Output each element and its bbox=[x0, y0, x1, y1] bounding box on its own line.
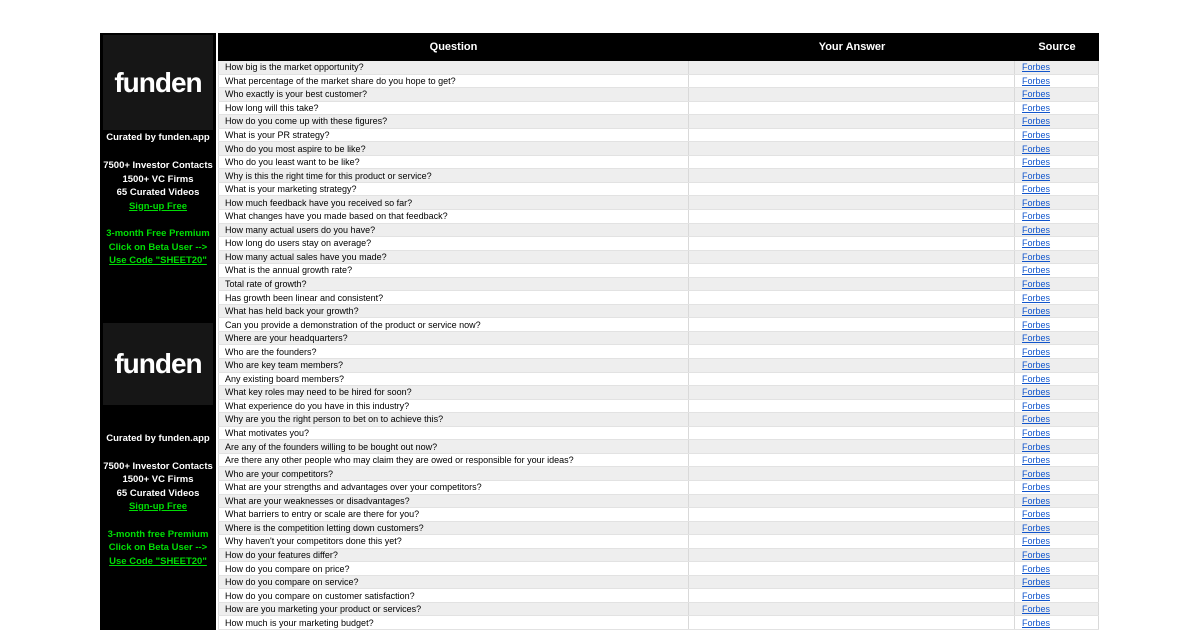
table-row bbox=[218, 413, 1099, 427]
source-link[interactable]: Forbes bbox=[1022, 617, 1051, 628]
question-cell: What barriers to entry or scale are there for you? bbox=[218, 508, 689, 521]
source-cell bbox=[1015, 332, 1099, 345]
source-link[interactable]: Forbes bbox=[1022, 387, 1051, 398]
source-cell bbox=[1015, 549, 1099, 562]
source-link[interactable]: Forbes bbox=[1022, 157, 1051, 168]
question-table bbox=[218, 33, 1099, 630]
question-cell: Who are your competitors? bbox=[218, 467, 689, 480]
source-link[interactable]: Forbes bbox=[1022, 89, 1051, 100]
vc-firms-stat: 1500+ VC Firms bbox=[122, 173, 194, 185]
source-cell bbox=[1015, 61, 1099, 74]
source-cell bbox=[1015, 454, 1099, 467]
source-cell bbox=[1015, 305, 1099, 318]
source-link[interactable]: Forbes bbox=[1022, 238, 1051, 249]
source-cell bbox=[1015, 576, 1099, 589]
table-row bbox=[218, 427, 1099, 441]
answer-cell[interactable] bbox=[689, 278, 1015, 291]
table-row bbox=[218, 142, 1099, 156]
question-cell: What percentage of the market share do you hope to get? bbox=[218, 75, 689, 88]
table-row bbox=[218, 251, 1099, 265]
funden-logo-box bbox=[103, 323, 213, 405]
table-row bbox=[218, 535, 1099, 549]
answer-cell[interactable] bbox=[689, 196, 1015, 209]
source-link[interactable]: Forbes bbox=[1022, 536, 1051, 547]
table-row bbox=[218, 278, 1099, 292]
answer-cell[interactable] bbox=[689, 332, 1015, 345]
question-cell: How are you marketing your product or services? bbox=[218, 603, 689, 616]
table-row bbox=[218, 115, 1099, 129]
table-row bbox=[218, 508, 1099, 522]
question-cell: How much feedback have you received so far? bbox=[218, 196, 689, 209]
table-row bbox=[218, 224, 1099, 238]
question-cell: How do you compare on service? bbox=[218, 576, 689, 589]
table-row bbox=[218, 616, 1099, 630]
question-cell: Are any of the founders willing to be bought out now? bbox=[218, 440, 689, 453]
answer-cell[interactable] bbox=[689, 264, 1015, 277]
source-link[interactable]: Forbes bbox=[1022, 75, 1051, 86]
source-link[interactable]: Forbes bbox=[1022, 400, 1051, 411]
source-cell bbox=[1015, 224, 1099, 237]
table-row bbox=[218, 589, 1099, 603]
table-row bbox=[218, 562, 1099, 576]
source-cell bbox=[1015, 400, 1099, 413]
question-cell: What experience do you have in this industry? bbox=[218, 400, 689, 413]
table-row bbox=[218, 183, 1099, 197]
source-cell bbox=[1015, 237, 1099, 250]
answer-cell[interactable] bbox=[689, 224, 1015, 237]
header-source: Source bbox=[1038, 41, 1076, 53]
table-row bbox=[218, 549, 1099, 563]
source-cell bbox=[1015, 115, 1099, 128]
source-cell bbox=[1015, 589, 1099, 602]
source-cell bbox=[1015, 386, 1099, 399]
source-cell bbox=[1015, 495, 1099, 508]
answer-cell[interactable] bbox=[689, 88, 1015, 101]
beta-user-promo-label: Click on Beta User --> bbox=[108, 542, 208, 553]
source-link[interactable]: Forbes bbox=[1022, 143, 1051, 154]
answer-cell[interactable] bbox=[689, 603, 1015, 616]
table-row bbox=[218, 264, 1099, 278]
answer-cell[interactable] bbox=[689, 102, 1015, 115]
question-cell: Where are your headquarters? bbox=[218, 332, 689, 345]
table-row bbox=[218, 481, 1099, 495]
funden-logo: funden bbox=[114, 348, 202, 379]
signup-free-link[interactable]: Sign-up Free bbox=[128, 200, 188, 212]
source-link[interactable]: Forbes bbox=[1022, 577, 1051, 588]
table-header-row bbox=[218, 33, 1099, 61]
table-row bbox=[218, 386, 1099, 400]
question-cell: What is the annual growth rate? bbox=[218, 264, 689, 277]
source-cell bbox=[1015, 169, 1099, 182]
source-link[interactable]: Forbes bbox=[1022, 62, 1051, 73]
promo-code-link[interactable]: Use Code "SHEET20" bbox=[109, 555, 207, 567]
answer-cell[interactable] bbox=[689, 562, 1015, 575]
source-link[interactable]: Forbes bbox=[1022, 590, 1051, 601]
question-cell: How do your features differ? bbox=[218, 549, 689, 562]
answer-cell[interactable] bbox=[689, 75, 1015, 88]
source-cell bbox=[1015, 345, 1099, 358]
question-cell: How many actual sales have you made? bbox=[218, 251, 689, 264]
question-cell: How do you come up with these figures? bbox=[218, 115, 689, 128]
source-link[interactable]: Forbes bbox=[1022, 414, 1051, 425]
source-cell bbox=[1015, 75, 1099, 88]
question-cell: What has held back your growth? bbox=[218, 305, 689, 318]
answer-cell[interactable] bbox=[689, 61, 1015, 74]
source-link[interactable]: Forbes bbox=[1022, 509, 1051, 520]
source-cell bbox=[1015, 102, 1099, 115]
answer-cell[interactable] bbox=[689, 129, 1015, 142]
source-link[interactable]: Forbes bbox=[1022, 373, 1051, 384]
source-link[interactable]: Forbes bbox=[1022, 102, 1051, 113]
source-link[interactable]: Forbes bbox=[1022, 522, 1051, 533]
question-cell: What are your strengths and advantages over your competitors? bbox=[218, 481, 689, 494]
source-cell bbox=[1015, 264, 1099, 277]
source-link[interactable]: Forbes bbox=[1022, 346, 1051, 357]
premium-promo-label: 3-month free Premium bbox=[107, 528, 209, 540]
source-cell bbox=[1015, 603, 1099, 616]
source-link[interactable]: Forbes bbox=[1022, 292, 1051, 303]
source-link[interactable]: Forbes bbox=[1022, 360, 1051, 371]
table-row bbox=[218, 400, 1099, 414]
answer-cell[interactable] bbox=[689, 427, 1015, 440]
source-cell bbox=[1015, 278, 1099, 291]
question-cell: Who are key team members? bbox=[218, 359, 689, 372]
question-cell: Has growth been linear and consistent? bbox=[218, 291, 689, 304]
question-cell: Why is this the right time for this product or service? bbox=[218, 169, 689, 182]
answer-cell[interactable] bbox=[689, 291, 1015, 304]
answer-cell[interactable] bbox=[689, 115, 1015, 128]
answer-cell[interactable] bbox=[689, 400, 1015, 413]
question-cell: Why haven't your competitors done this yet? bbox=[218, 535, 689, 548]
question-cell: Who do you most aspire to be like? bbox=[218, 142, 689, 155]
table-row bbox=[218, 291, 1099, 305]
table-row bbox=[218, 305, 1099, 319]
source-cell bbox=[1015, 427, 1099, 440]
table-row bbox=[218, 156, 1099, 170]
answer-cell[interactable] bbox=[689, 576, 1015, 589]
question-cell: What is your marketing strategy? bbox=[218, 183, 689, 196]
answer-cell[interactable] bbox=[689, 535, 1015, 548]
source-link[interactable]: Forbes bbox=[1022, 604, 1051, 615]
answer-cell[interactable] bbox=[689, 413, 1015, 426]
question-cell: Are there any other people who may claim they are owed or responsible for your ideas? bbox=[218, 454, 689, 467]
source-link[interactable]: Forbes bbox=[1022, 279, 1051, 290]
source-link[interactable]: Forbes bbox=[1022, 306, 1051, 317]
table-row bbox=[218, 373, 1099, 387]
table-row bbox=[218, 467, 1099, 481]
question-cell: How many actual users do you have? bbox=[218, 224, 689, 237]
beta-user-promo-label: Click on Beta User --> bbox=[108, 241, 208, 253]
source-link[interactable]: Forbes bbox=[1022, 170, 1051, 181]
table-row bbox=[218, 440, 1099, 454]
source-link[interactable]: Forbes bbox=[1022, 428, 1051, 439]
answer-cell[interactable] bbox=[689, 467, 1015, 480]
answer-cell[interactable] bbox=[689, 345, 1015, 358]
question-cell: How long do users stay on average? bbox=[218, 237, 689, 250]
answer-cell[interactable] bbox=[689, 589, 1015, 602]
promo-code-link[interactable]: Use Code "SHEET20" bbox=[109, 255, 207, 266]
question-cell: Total rate of growth? bbox=[218, 278, 689, 291]
source-cell bbox=[1015, 359, 1099, 372]
source-link[interactable]: Forbes bbox=[1022, 184, 1051, 195]
source-cell bbox=[1015, 616, 1099, 629]
answer-cell[interactable] bbox=[689, 210, 1015, 223]
source-link[interactable]: Forbes bbox=[1022, 265, 1051, 276]
answer-cell[interactable] bbox=[689, 305, 1015, 318]
source-cell bbox=[1015, 373, 1099, 386]
question-cell: What is your PR strategy? bbox=[218, 129, 689, 142]
table-body bbox=[218, 61, 1099, 630]
answer-cell[interactable] bbox=[689, 169, 1015, 182]
answer-cell[interactable] bbox=[689, 440, 1015, 453]
premium-promo-label: 3-month Free Premium bbox=[106, 228, 210, 239]
sidebar bbox=[100, 33, 216, 630]
answer-cell[interactable] bbox=[689, 251, 1015, 264]
source-cell bbox=[1015, 535, 1099, 548]
question-cell: Who exactly is your best customer? bbox=[218, 88, 689, 101]
source-cell bbox=[1015, 183, 1099, 196]
source-link[interactable]: Forbes bbox=[1022, 549, 1051, 560]
source-link[interactable]: Forbes bbox=[1022, 468, 1051, 479]
source-cell bbox=[1015, 210, 1099, 223]
header-your-answer: Your Answer bbox=[818, 41, 886, 53]
question-cell: How do you compare on customer satisfaction? bbox=[218, 589, 689, 602]
curated-by-label: Curated by funden.app bbox=[106, 132, 210, 143]
question-cell: Can you provide a demonstration of the product or service now? bbox=[218, 318, 689, 331]
signup-free-link[interactable]: Sign-up Free bbox=[128, 501, 188, 512]
curated-videos-stat: 65 Curated Videos bbox=[116, 487, 200, 499]
question-cell: Where is the competition letting down customers? bbox=[218, 522, 689, 535]
source-link[interactable]: Forbes bbox=[1022, 563, 1051, 574]
answer-cell[interactable] bbox=[689, 616, 1015, 629]
table-row bbox=[218, 345, 1099, 359]
table-row bbox=[218, 88, 1099, 102]
table-row bbox=[218, 169, 1099, 183]
answer-cell[interactable] bbox=[689, 549, 1015, 562]
source-link[interactable]: Forbes bbox=[1022, 197, 1051, 208]
source-cell bbox=[1015, 129, 1099, 142]
source-link[interactable]: Forbes bbox=[1022, 482, 1051, 493]
table-row bbox=[218, 603, 1099, 617]
vc-firms-stat: 1500+ VC Firms bbox=[122, 474, 194, 485]
question-cell: Any existing board members? bbox=[218, 373, 689, 386]
source-link[interactable]: Forbes bbox=[1022, 441, 1051, 452]
source-link[interactable]: Forbes bbox=[1022, 211, 1051, 222]
source-cell bbox=[1015, 291, 1099, 304]
source-link[interactable]: Forbes bbox=[1022, 130, 1051, 140]
answer-cell[interactable] bbox=[689, 481, 1015, 494]
answer-cell[interactable] bbox=[689, 183, 1015, 196]
source-cell bbox=[1015, 508, 1099, 521]
answer-cell[interactable] bbox=[689, 142, 1015, 155]
source-cell bbox=[1015, 522, 1099, 535]
table-row bbox=[218, 237, 1099, 251]
source-link[interactable]: Forbes bbox=[1022, 224, 1051, 235]
source-cell bbox=[1015, 88, 1099, 101]
question-cell: What are your weaknesses or disadvantages? bbox=[218, 495, 689, 508]
answer-cell[interactable] bbox=[689, 495, 1015, 508]
table-row bbox=[218, 129, 1099, 143]
answer-cell[interactable] bbox=[689, 237, 1015, 250]
table-row bbox=[218, 102, 1099, 116]
table-row bbox=[218, 210, 1099, 224]
table-row bbox=[218, 332, 1099, 346]
funden-logo: funden bbox=[114, 66, 202, 98]
question-cell: Who are the founders? bbox=[218, 345, 689, 358]
source-link[interactable]: Forbes bbox=[1022, 495, 1051, 506]
answer-cell[interactable] bbox=[689, 386, 1015, 399]
source-cell bbox=[1015, 562, 1099, 575]
source-link[interactable]: Forbes bbox=[1022, 319, 1051, 330]
source-cell bbox=[1015, 251, 1099, 264]
source-link[interactable]: Forbes bbox=[1022, 333, 1051, 344]
source-link[interactable]: Forbes bbox=[1022, 455, 1051, 466]
table-row bbox=[218, 522, 1099, 536]
source-cell bbox=[1015, 481, 1099, 494]
source-cell bbox=[1015, 467, 1099, 480]
table-row bbox=[218, 318, 1099, 332]
question-cell: Who do you least want to be like? bbox=[218, 156, 689, 169]
table-row bbox=[218, 495, 1099, 509]
funden-logo-box bbox=[103, 35, 213, 130]
answer-cell[interactable] bbox=[689, 318, 1015, 331]
source-link[interactable]: Forbes bbox=[1022, 116, 1051, 127]
question-cell: How do you compare on price? bbox=[218, 562, 689, 575]
answer-cell[interactable] bbox=[689, 156, 1015, 169]
curated-by-label: Curated by funden.app bbox=[106, 433, 210, 444]
question-cell: How much is your marketing budget? bbox=[218, 616, 689, 629]
answer-cell[interactable] bbox=[689, 359, 1015, 372]
source-cell bbox=[1015, 156, 1099, 169]
investor-contacts-stat: 7500+ Investor Contacts bbox=[103, 160, 213, 171]
investor-contacts-stat: 7500+ Investor Contacts bbox=[103, 460, 213, 472]
table-row bbox=[218, 75, 1099, 89]
question-cell: What motivates you? bbox=[218, 427, 689, 440]
table-row bbox=[218, 61, 1099, 75]
answer-cell[interactable] bbox=[689, 454, 1015, 467]
answer-cell[interactable] bbox=[689, 522, 1015, 535]
table-row bbox=[218, 576, 1099, 590]
answer-cell[interactable] bbox=[689, 373, 1015, 386]
source-cell bbox=[1015, 413, 1099, 426]
table-row bbox=[218, 196, 1099, 210]
source-cell bbox=[1015, 440, 1099, 453]
header-question: Question bbox=[429, 41, 478, 53]
curated-videos-stat: 65 Curated Videos bbox=[116, 187, 200, 198]
question-cell: Why are you the right person to bet on to achieve this? bbox=[218, 413, 689, 426]
answer-cell[interactable] bbox=[689, 508, 1015, 521]
table-row bbox=[218, 359, 1099, 373]
question-cell: What key roles may need to be hired for soon? bbox=[218, 386, 689, 399]
question-cell: What changes have you made based on that feedback? bbox=[218, 210, 689, 223]
source-link[interactable]: Forbes bbox=[1022, 251, 1051, 262]
source-cell bbox=[1015, 196, 1099, 209]
question-cell: How long will this take? bbox=[218, 102, 689, 115]
table-row bbox=[218, 454, 1099, 468]
question-cell: How big is the market opportunity? bbox=[218, 61, 689, 74]
source-cell bbox=[1015, 318, 1099, 331]
source-cell bbox=[1015, 142, 1099, 155]
